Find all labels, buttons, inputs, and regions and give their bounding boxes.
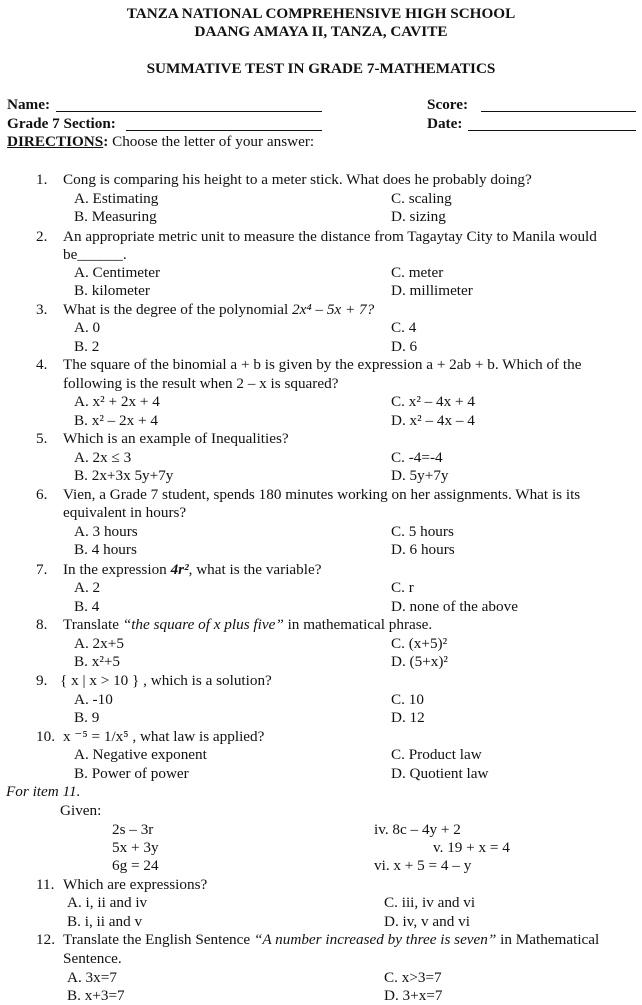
school-name: TANZA NATIONAL COMPREHENSIVE HIGH SCHOOL [126, 5, 516, 22]
question-7-text-tail: , what is the variable? [188, 561, 322, 578]
question-12-quote: “A number increased by three is seven” [253, 931, 497, 948]
question-12-text [63, 932, 599, 947]
question-5-choice-a[interactable]: A. 2x ≤ 3 [74, 449, 132, 466]
question-2-choice-a[interactable]: A. Centimeter [74, 264, 161, 281]
question-7-choice-d[interactable]: D. none of the above [391, 598, 518, 615]
question-1-text: Cong is comparing his height to a meter stick. What does he probably doing? [63, 171, 532, 188]
question-4-text-cont: following is the result when 2 – x is squared? [63, 375, 339, 392]
question-6-text: Vien, a Grade 7 student, spends 180 minutes working on her assignments. What is its [63, 486, 581, 503]
question-8-choice-d[interactable]: D. (5+x)² [391, 653, 448, 670]
question-10-choice-d[interactable]: D. Quotient law [391, 765, 489, 782]
date-field[interactable] [468, 130, 636, 131]
test-title: SUMMATIVE TEST IN GRADE 7-MATHEMATICS [146, 60, 496, 77]
question-8-text-tail: in mathematical phrase. [283, 616, 433, 633]
given-label: Given: [60, 802, 102, 819]
question-4-choice-c[interactable]: C. x² – 4x + 4 [391, 393, 475, 410]
question-3-choice-a[interactable]: A. 0 [74, 319, 101, 336]
question-6-number: 6. [36, 486, 48, 503]
question-3-text-lead: What is the degree of the polynomial [63, 301, 293, 318]
question-12-choice-b[interactable]: B. x+3=7 [67, 987, 125, 1004]
question-8-choice-c[interactable]: C. (x+5)² [391, 635, 448, 652]
question-6-choice-a[interactable]: A. 3 hours [74, 523, 138, 540]
question-2-choice-c[interactable]: C. meter [391, 264, 444, 281]
question-11-text: Which are expressions? [63, 876, 208, 893]
question-6-text-cont: equivalent in hours? [63, 504, 187, 521]
question-2-choice-b[interactable]: B. kilometer [74, 282, 150, 299]
name-field[interactable] [56, 111, 322, 112]
question-7-choice-b[interactable]: B. 4 [74, 598, 100, 615]
question-6-choice-b[interactable]: B. 4 hours [74, 541, 137, 558]
question-1-choice-b[interactable]: B. Measuring [74, 208, 157, 225]
question-8-choice-a[interactable]: A. 2x+5 [74, 635, 124, 652]
question-12-number: 12. [36, 931, 55, 948]
question-8-number: 8. [36, 616, 48, 633]
question-10-choice-c[interactable]: C. Product law [391, 746, 482, 763]
question-12-text-cont: Sentence. [63, 950, 122, 967]
question-10-number: 10. [36, 728, 55, 745]
question-1-choice-c[interactable]: C. scaling [391, 190, 452, 207]
question-6-choice-c[interactable]: C. 5 hours [391, 523, 454, 540]
question-4-choice-d[interactable]: D. x² – 4x – 4 [391, 412, 475, 429]
question-12-choice-d[interactable]: D. 3+x=7 [384, 987, 443, 1004]
question-6-choice-d[interactable]: D. 6 hours [391, 541, 455, 558]
score-label: Score: [427, 96, 469, 113]
question-3-text [63, 302, 374, 317]
question-1-number: 1. [36, 171, 48, 188]
question-9-choice-a[interactable]: A. -10 [74, 691, 113, 708]
question-8-text-lead: Translate [63, 616, 123, 633]
question-2-number: 2. [36, 228, 48, 245]
question-7-expression: 4r² [170, 561, 189, 578]
school-address: DAANG AMAYA II, TANZA, CAVITE [194, 23, 448, 40]
question-11-number: 11. [36, 876, 55, 893]
question-7-choice-a[interactable]: A. 2 [74, 579, 101, 596]
given-expression-4: iv. 8c – 4y + 2 [374, 821, 461, 838]
directions-colon: : [103, 133, 109, 150]
question-12-text-lead: Translate the English Sentence [63, 931, 254, 948]
directions-text: Choose the letter of your answer: [108, 133, 315, 150]
name-label: Name: [7, 96, 51, 113]
question-8-quote: “the square of x plus five” [122, 616, 284, 633]
question-3-choice-b[interactable]: B. 2 [74, 338, 100, 355]
directions [7, 134, 314, 149]
given-expression-6: vi. x + 5 = 4 – y [374, 857, 472, 874]
question-10-choice-a[interactable]: A. Negative exponent [74, 746, 207, 763]
question-3-number: 3. [36, 301, 48, 318]
question-7-text [63, 562, 321, 577]
section-label: Grade 7 Section: [7, 115, 116, 132]
score-field[interactable] [481, 111, 636, 112]
date-label: Date: [427, 115, 463, 132]
question-10-text: x ⁻⁵ = 1/x⁵ , what law is applied? [63, 728, 265, 745]
question-1-choice-d[interactable]: D. sizing [391, 208, 446, 225]
given-expression-5: v. 19 + x = 4 [433, 839, 510, 856]
question-11-choice-b[interactable]: B. i, ii and v [67, 913, 143, 930]
question-2-text: An appropriate metric unit to measure the distance from Tagaytay City to Manila would [63, 228, 597, 245]
question-9-choice-c[interactable]: C. 10 [391, 691, 424, 708]
question-11-choice-a[interactable]: A. i, ii and iv [67, 894, 148, 911]
question-2-text-cont: be______. [63, 246, 127, 263]
question-9-text: { x | x > 10 } , which is a solution? [60, 672, 272, 689]
question-9-choice-b[interactable]: B. 9 [74, 709, 100, 726]
question-3-choice-d[interactable]: D. 6 [391, 338, 418, 355]
question-3-polynomial: 2x⁴ – 5x + 7? [292, 301, 375, 318]
question-5-choice-c[interactable]: C. -4=-4 [391, 449, 443, 466]
question-11-choice-d[interactable]: D. iv, v and vi [384, 913, 470, 930]
question-4-choice-a[interactable]: A. x² + 2x + 4 [74, 393, 160, 410]
question-7-number: 7. [36, 561, 48, 578]
question-10-choice-b[interactable]: B. Power of power [74, 765, 189, 782]
question-5-text: Which is an example of Inequalities? [63, 430, 289, 447]
question-11-choice-c[interactable]: C. iii, iv and vi [384, 894, 476, 911]
given-expression-2: 5x + 3y [112, 839, 159, 856]
question-7-choice-c[interactable]: C. r [391, 579, 414, 596]
item-11-intro: For item 11. [6, 783, 81, 800]
question-2-choice-d[interactable]: D. millimeter [391, 282, 473, 299]
question-9-choice-d[interactable]: D. 12 [391, 709, 425, 726]
question-8-choice-b[interactable]: B. x²+5 [74, 653, 121, 670]
question-3-choice-c[interactable]: C. 4 [391, 319, 417, 336]
question-12-choice-a[interactable]: A. 3x=7 [67, 969, 117, 986]
question-12-text-tail: in Mathematical [496, 931, 600, 948]
directions-label: DIRECTIONS [7, 133, 104, 150]
question-9-number: 9. [36, 672, 48, 689]
question-12-choice-c[interactable]: C. x>3=7 [384, 969, 442, 986]
question-5-choice-b[interactable]: B. 2x+3x 5y+7y [74, 467, 174, 484]
question-4-choice-b[interactable]: B. x² – 2x + 4 [74, 412, 158, 429]
question-7-text-lead: In the expression [63, 561, 171, 578]
question-5-number: 5. [36, 430, 48, 447]
section-field[interactable] [126, 130, 322, 131]
question-5-choice-d[interactable]: D. 5y+7y [391, 467, 449, 484]
question-8-text [63, 617, 432, 632]
question-4-text: The square of the binomial a + b is given by the expression a + 2ab + b. Which of the [63, 356, 582, 373]
question-1-choice-a[interactable]: A. Estimating [74, 190, 159, 207]
given-expression-3: 6g = 24 [112, 857, 159, 874]
question-4-number: 4. [36, 356, 48, 373]
given-expression-1: 2s – 3r [112, 821, 154, 838]
